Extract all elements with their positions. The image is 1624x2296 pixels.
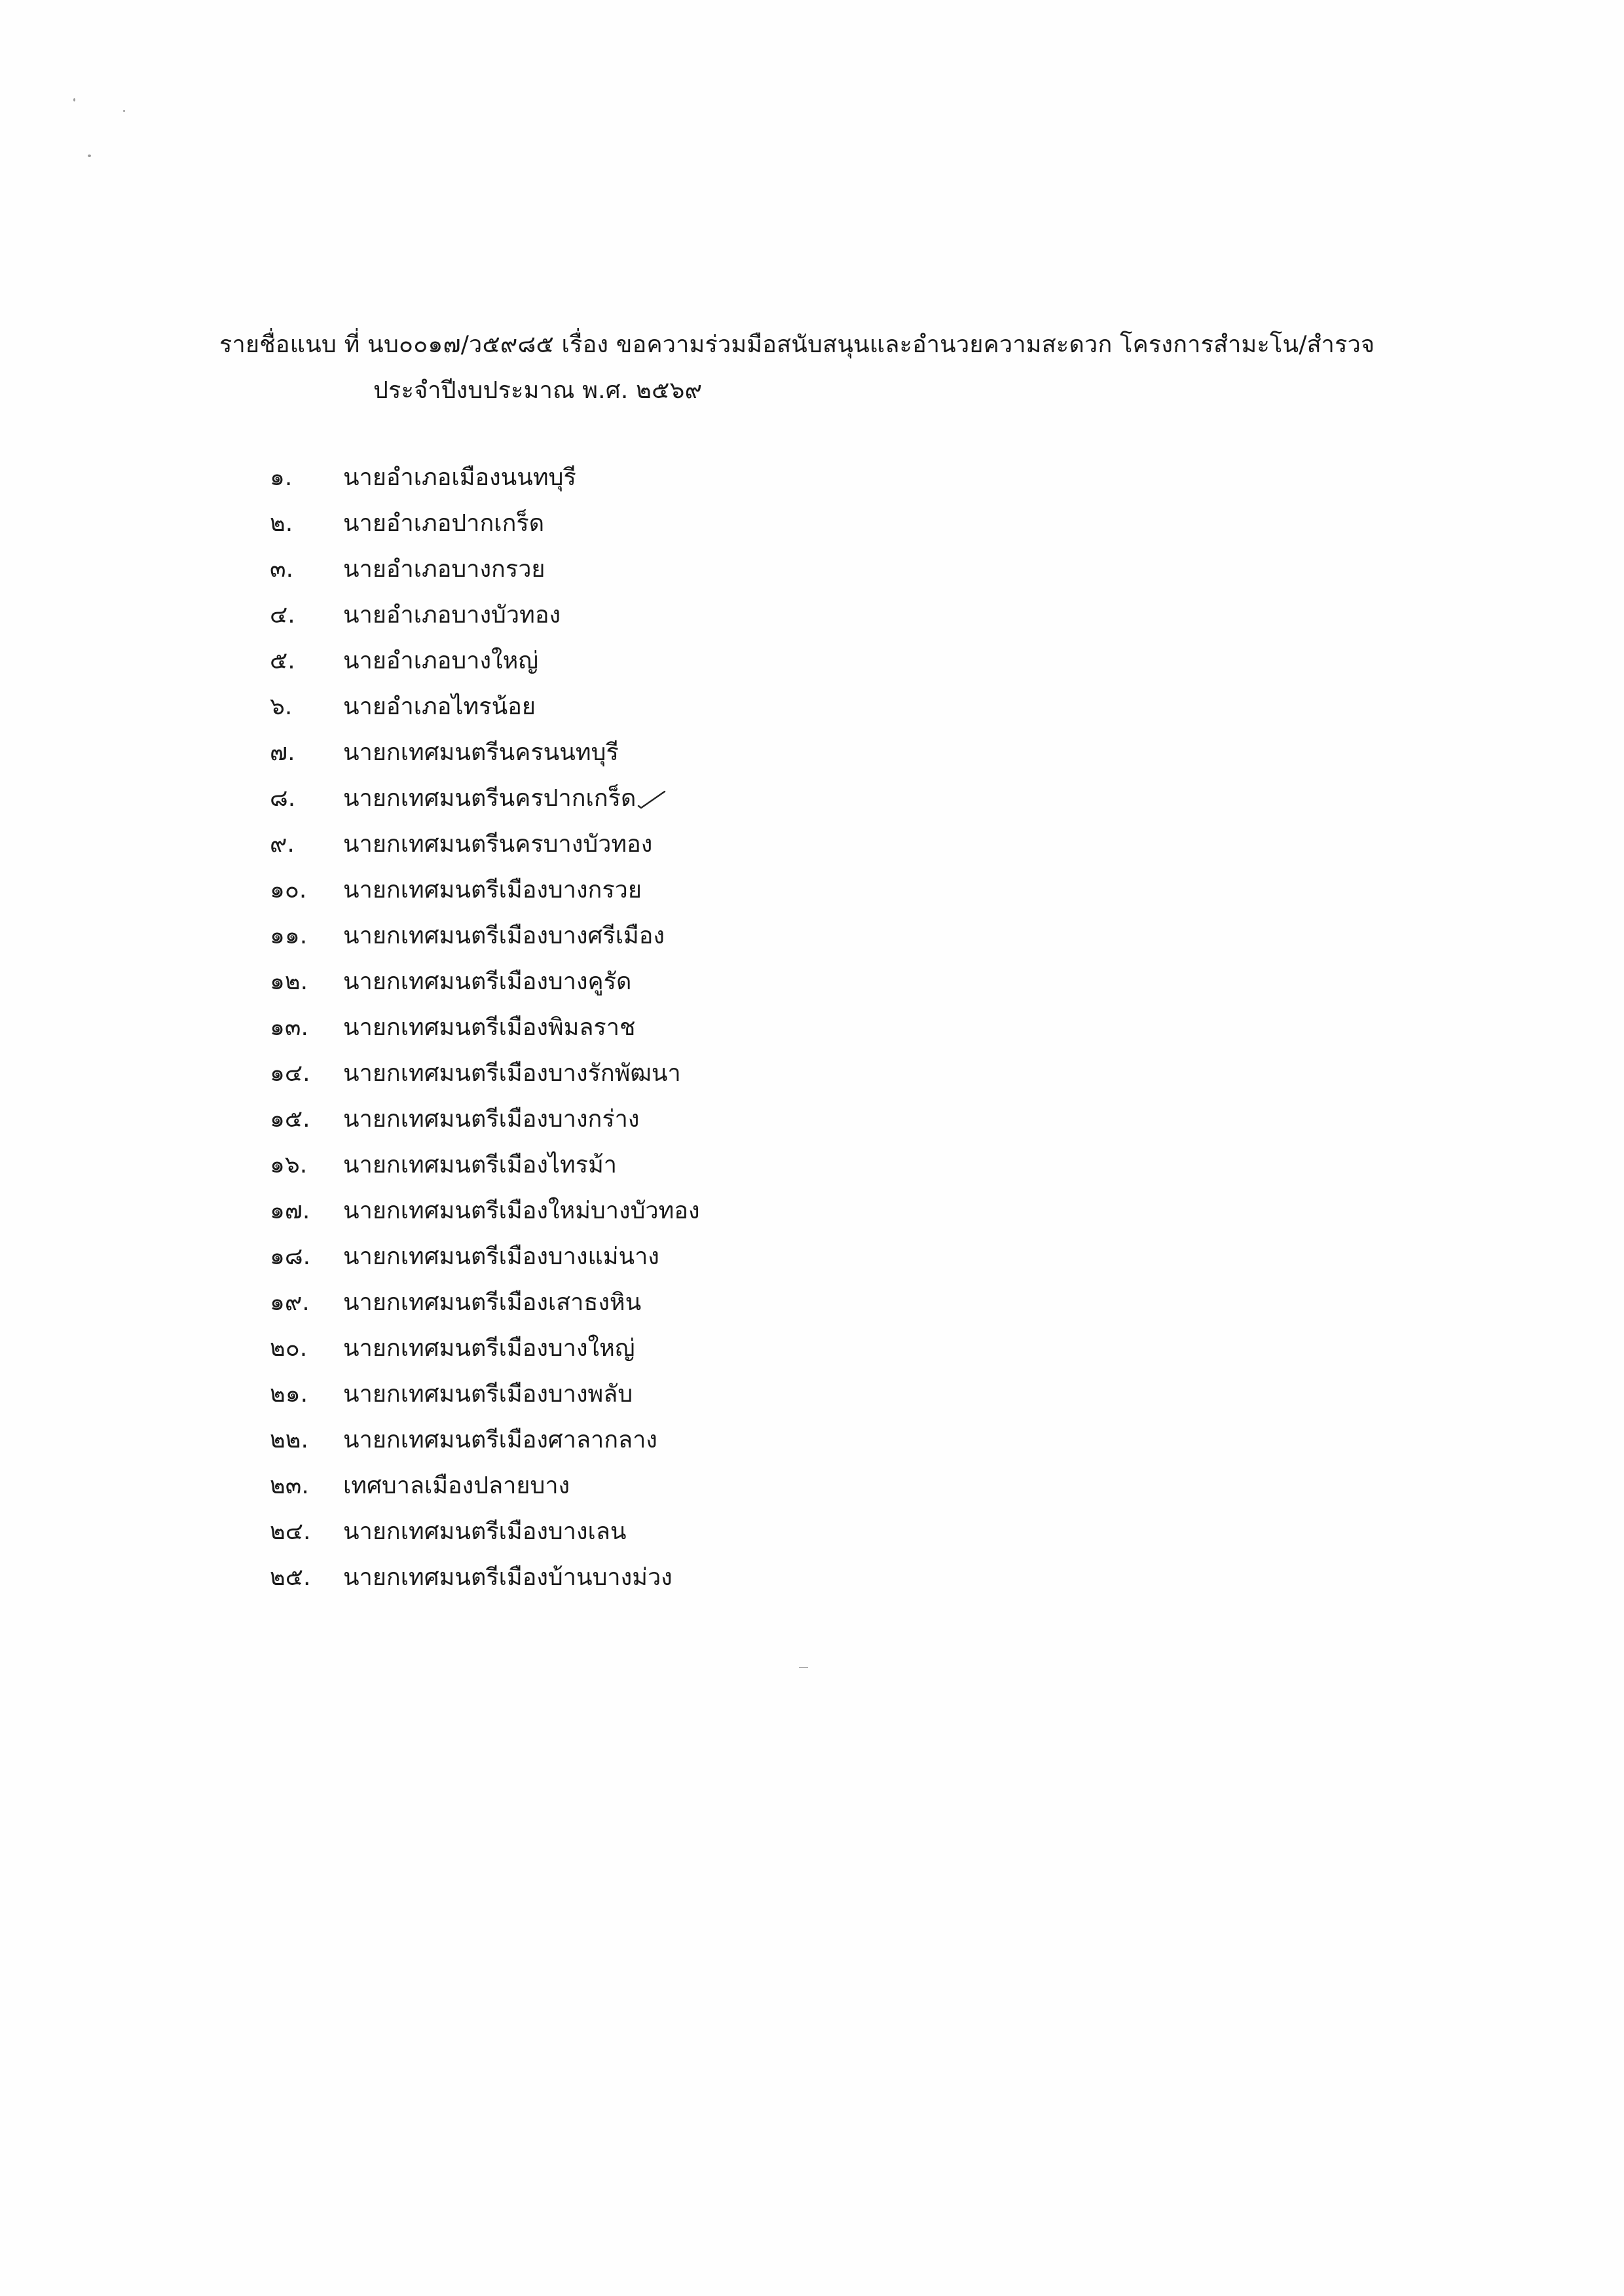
item-number: ๑๘. (270, 1243, 311, 1270)
item-name (343, 867, 642, 913)
item-name-text: นายอำเภอเมืองนนทบุรี (343, 464, 576, 491)
item-name-text: นายกเทศมนตรีเมืองพิมลราช (343, 1014, 636, 1041)
item-name (343, 822, 652, 867)
item-name (343, 730, 619, 776)
item-name-text: นายกเทศมนตรีเมืองใหม่บางบัวทอง (343, 1197, 700, 1224)
item-name-text: นายกเทศมนตรีเมืองบางกร่าง (343, 1106, 640, 1133)
list-item (270, 1326, 1318, 1372)
item-number: ๒๒. (270, 1427, 308, 1453)
item-number: ๓. (270, 556, 294, 583)
item-name-text: นายกเทศมนตรีเมืองศาลากลาง (343, 1427, 657, 1453)
list-item (270, 1097, 1318, 1142)
list-item (270, 547, 1318, 592)
item-name-text: นายกเทศมนตรีเมืองไทรม้า (343, 1152, 618, 1178)
item-name-text: นายอำเภอไทรน้อย (343, 693, 536, 720)
item-number: ๔. (270, 602, 295, 629)
item-name-text: นายกเทศมนตรีเมืองบางกรวย (343, 877, 642, 903)
item-name (343, 1188, 700, 1234)
list-item (270, 776, 1318, 822)
item-number: ๒๑. (270, 1381, 308, 1408)
item-number: ๙. (270, 831, 295, 858)
list-item (270, 867, 1318, 913)
item-name-text: นายกเทศมนตรีนครนนทบุรี (343, 739, 619, 766)
item-number: ๗. (270, 739, 295, 766)
item-name (343, 1097, 639, 1142)
list-item (270, 959, 1318, 1005)
item-name (343, 1326, 635, 1372)
list-item (270, 1417, 1318, 1463)
list-item (270, 1188, 1318, 1234)
item-name (343, 638, 538, 684)
item-name-text: นายอำเภอปากเกร็ด (343, 510, 545, 537)
item-name (343, 1005, 635, 1051)
item-name (343, 1555, 673, 1601)
item-number: ๒. (270, 510, 293, 537)
item-number: ๑๕. (270, 1106, 310, 1133)
list-item (270, 730, 1318, 776)
item-number: ๑๑. (270, 922, 308, 949)
item-name (343, 1280, 641, 1326)
item-name (343, 1417, 657, 1463)
item-number: ๑๗. (270, 1197, 310, 1224)
item-name-text: เทศบาลเมืองปลายบาง (343, 1472, 570, 1499)
item-name (343, 1051, 681, 1097)
recipient-list (270, 455, 1318, 1601)
item-number: ๑๔. (270, 1060, 310, 1087)
item-number: ๑๐. (270, 877, 307, 903)
item-number: ๑๓. (270, 1014, 308, 1041)
item-name-text: นายกเทศมนตรีเมืองบางใหญ่ (343, 1335, 635, 1362)
checkmark-icon (637, 790, 666, 809)
item-number: ๑๙. (270, 1289, 310, 1316)
item-name (343, 1372, 633, 1417)
item-name-text: นายกเทศมนตรีเมืองเสาธงหิน (343, 1289, 642, 1316)
list-item (270, 1234, 1318, 1280)
item-name (343, 913, 665, 959)
list-item (270, 1372, 1318, 1417)
heading-line-2: ประจำปีงบประมาณ พ.ศ. ๒๕๖๙ (373, 377, 703, 404)
item-number: ๑๖. (270, 1152, 308, 1178)
item-number: ๑. (270, 464, 293, 491)
list-item (270, 592, 1318, 638)
list-item (270, 1555, 1318, 1601)
scan-speck (73, 98, 75, 101)
list-item (270, 455, 1318, 501)
item-name-text: นายกเทศมนตรีเมืองบ้านบางม่วง (343, 1564, 673, 1591)
item-name-text: นายกเทศมนตรีเมืองบางเลน (343, 1518, 627, 1545)
list-item (270, 1051, 1318, 1097)
item-name (343, 1142, 617, 1188)
item-name (343, 776, 666, 822)
list-item (270, 1280, 1318, 1326)
item-name (343, 959, 631, 1005)
list-item (270, 913, 1318, 959)
item-name (343, 684, 536, 730)
item-number: ๒๕. (270, 1564, 311, 1591)
list-item (270, 638, 1318, 684)
item-number: ๒๐. (270, 1335, 308, 1362)
item-name-text: นายกเทศมนตรีนครบางบัวทอง (343, 831, 653, 858)
list-item (270, 1463, 1318, 1509)
attachment-heading (219, 322, 1464, 414)
list-item (270, 1142, 1318, 1188)
item-name (343, 1463, 570, 1509)
item-number: ๖. (270, 693, 293, 720)
scan-mark (799, 1667, 808, 1668)
item-number: ๑๒. (270, 968, 308, 995)
item-name-text: นายกเทศมนตรีเมืองบางพลับ (343, 1381, 633, 1408)
item-number: ๒๓. (270, 1472, 309, 1499)
item-number: ๒๔. (270, 1518, 311, 1545)
item-name-text: นายอำเภอบางใหญ่ (343, 647, 539, 674)
item-name (343, 1509, 627, 1555)
item-name-text: นายกเทศมนตรีเมืองบางคูรัด (343, 968, 632, 995)
item-name-text: นายอำเภอบางกรวย (343, 556, 545, 583)
item-number: ๕. (270, 647, 295, 674)
list-item (270, 501, 1318, 547)
item-name (343, 547, 545, 592)
item-name (343, 455, 576, 501)
item-name-text: นายกเทศมนตรีเมืองบางรักพัฒนา (343, 1060, 681, 1087)
item-name-text: นายกเทศมนตรีเมืองบางศรีเมือง (343, 922, 665, 949)
list-item (270, 822, 1318, 867)
list-item (270, 1509, 1318, 1555)
item-name (343, 592, 561, 638)
scan-speck (88, 155, 91, 157)
item-name-text: นายกเทศมนตรีนครปากเกร็ด (343, 785, 637, 812)
item-number: ๘. (270, 785, 296, 812)
item-name-text: นายกเทศมนตรีเมืองบางแม่นาง (343, 1243, 659, 1270)
item-name-text: นายอำเภอบางบัวทอง (343, 602, 561, 629)
item-name (343, 1234, 659, 1280)
heading-line-1: รายชื่อแนบ ที่ นบ๐๐๑๗/ว๕๙๘๕ เรื่อง ขอความร่วมมือสนับสนุนและอำนวยความสะดวก โครงการสำมะโน/สำรวจ (219, 331, 1375, 358)
list-item (270, 1005, 1318, 1051)
list-item (270, 684, 1318, 730)
scan-speck (123, 110, 125, 112)
item-name (343, 501, 544, 547)
